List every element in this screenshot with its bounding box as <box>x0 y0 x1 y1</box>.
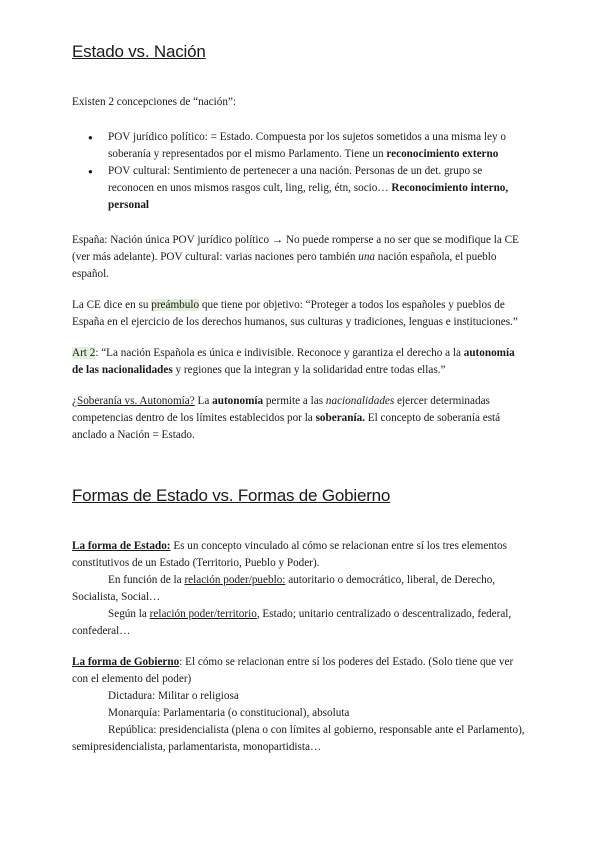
bullet-juridico-politico <box>72 129 528 163</box>
forma-gobierno-text: : El cómo se relacionan entre sí los poderes del Estado. (Solo tiene que ver con el elemento del poder) <box>72 656 514 685</box>
ce-text-pre: La CE dice en su <box>72 299 152 311</box>
art2-text-1: : “La nación Española es única e indivisible. Reconoce y garantiza el derecho a la <box>95 347 464 359</box>
document-page <box>72 40 528 756</box>
section-title-formas: Formas de Estado vs. Formas de Gobierno <box>72 486 391 505</box>
ce-paragraph <box>72 297 528 331</box>
ce-highlight: preámbulo <box>151 299 200 311</box>
soberania-text: El concepto de soberanía está anclado a Nación = Estado. <box>72 412 501 441</box>
line-text: autoritario o democrático, liberal, de Derecho, Socialista, Social… <box>72 574 496 603</box>
spain-italic: una <box>358 251 375 263</box>
spain-text-2: nación española, el pueblo español. <box>72 251 497 280</box>
art2-paragraph <box>72 345 528 379</box>
line-underlined: relación poder/territorio <box>149 608 257 620</box>
art2-label: Art 2 <box>72 347 96 359</box>
forma-estado-label: La forma de Estado: <box>72 540 171 552</box>
soberania-question: ¿Soberanía vs. Autonomía? <box>72 395 195 407</box>
forma-estado-paragraph <box>72 538 528 572</box>
soberania-bold: autonomía <box>212 395 264 407</box>
line-text: Según la <box>108 608 150 620</box>
line-underlined: relación poder/pueblo: <box>184 574 286 586</box>
soberania-text: permite a las <box>263 395 326 407</box>
soberania-italic: nacionalidades <box>325 395 395 407</box>
forma-estado-text: Es un concepto vinculado al cómo se relacionan entre sí los tres elementos constitutivos de un Estado (Territorio, Pueblo y Poder). <box>72 540 507 569</box>
line-text: , Estado; unitario centralizado o descentralizado, federal, confederal… <box>72 608 512 637</box>
line-text: República: presidencialista (plena o con límites al gobierno, responsable ante el Parlamento), semipresidencialista, parlamentarista, monopartidista… <box>72 724 525 753</box>
gobierno-item-monarquia: Monarquía: Parlamentaria (o constitucional), absoluta <box>108 707 350 719</box>
forma-gobierno-label: La forma de Gobierno <box>72 656 180 668</box>
bullet-bold: reconocimiento externo <box>386 148 499 160</box>
ce-text-post: que tiene por objetivo: “Proteger a todos los españoles y pueblos de España en el ejercicio de los derechos humanos, sus culturas y tradiciones, lenguas e instituciones.” <box>72 299 518 328</box>
line-text: En función de la <box>108 574 185 586</box>
soberania-paragraph <box>72 393 528 444</box>
section-title-estado-nacion: Estado vs. Nación <box>72 42 206 61</box>
forma-gobierno-paragraph <box>72 654 528 688</box>
bullet-cultural <box>72 163 528 214</box>
forma-estado-line-1 <box>72 572 528 606</box>
gobierno-item-dictadura: Dictadura: Militar o religiosa <box>108 690 239 702</box>
spain-text-1: España: Nación única POV jurídico político → No puede romperse a no ser que se modifique la CE (ver más adelante). POV cultural: varias naciones pero también <box>72 234 519 263</box>
spain-paragraph <box>72 232 528 283</box>
bullet-text: POV cultural: Sentimiento de pertenecer a una nación. Personas de un det. grupo se reconocen en unos mismos rasgos cult, ling, relig, étn, socio… <box>108 165 483 194</box>
soberania-text: ejercer determinadas competencias dentro de los límites establecidos por la <box>72 395 490 424</box>
soberania-bold: soberanía. <box>315 412 365 424</box>
forma-estado-line-2 <box>72 606 528 640</box>
gobierno-item-republica <box>72 722 528 756</box>
soberania-text: La <box>194 395 213 407</box>
bullet-text: POV jurídico político: = Estado. Compuesta por los sujetos sometidos a una misma ley o soberanía y representados por el mismo Parlamento. Tiene un <box>108 131 506 160</box>
intro-paragraph: Existen 2 concepciones de “nación”: <box>72 96 237 108</box>
bullet-bold: Reconocimiento interno, personal <box>108 182 509 211</box>
art2-text-2: y regiones que la integran y la solidaridad entre todas ellas.” <box>172 364 446 376</box>
art2-bold: autonomía de las nacionalidades <box>72 347 515 376</box>
concepciones-list <box>72 129 528 214</box>
